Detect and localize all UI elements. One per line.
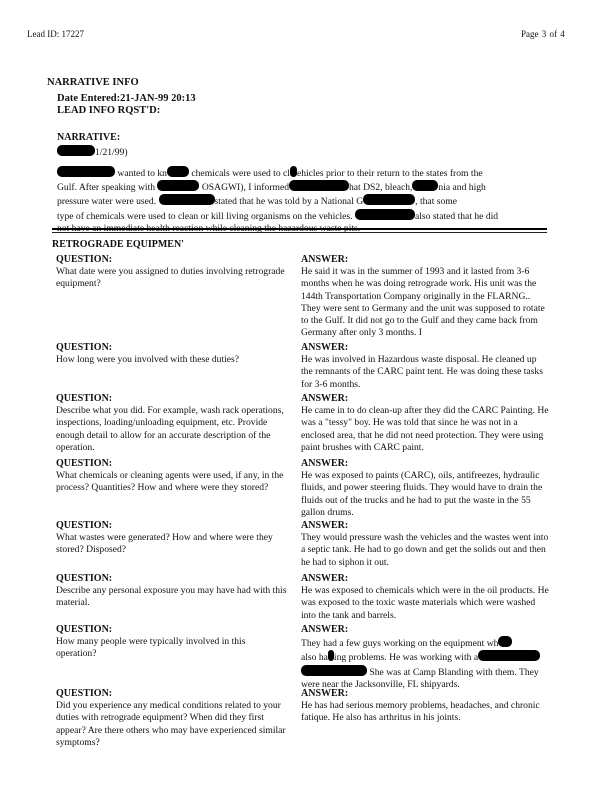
- narrative-fragment: chemicals were used to cl: [191, 168, 290, 179]
- question-text: How many people were typically involved in this operation?: [56, 636, 246, 660]
- redaction: [363, 194, 415, 205]
- narrative-fragment: pressure water were used.: [57, 196, 157, 208]
- question-text: What wastes were generated? How and where were they stored? Disposed?: [56, 532, 273, 556]
- question-label: QUESTION:: [56, 573, 113, 584]
- answer-label: ANSWER:: [301, 688, 349, 699]
- answer-text: He has had serious memory problems, headaches, and chronic fatique. He also has arthritus in his joints.: [301, 700, 540, 724]
- question-text: Did you experience any medical conditions related to your duties with retrograde equipment? When did they first appear? Are there others who may have experienced similar symptoms?: [56, 700, 286, 748]
- question-text: What chemicals or cleaning agents were used, if any, in the process? Quantities? How and where were they stored?: [56, 470, 284, 494]
- answer-block: [301, 254, 549, 339]
- redaction: [412, 180, 438, 191]
- date-entered: Date Entered:21-JAN-99 20:13: [57, 93, 196, 104]
- narrative-date: 1/21/99): [95, 147, 128, 158]
- answer-label: ANSWER:: [301, 573, 349, 584]
- question-label: QUESTION:: [56, 342, 113, 353]
- answer-text: He was exposed to chemicals which were in the oil products. He was exposed to the toxic waste materials which were washed into the tank and barrels.: [301, 585, 549, 621]
- answer-label: ANSWER:: [301, 520, 349, 531]
- answer-fragment: also ha: [301, 652, 328, 664]
- narrative-fragment: nia and high: [438, 182, 486, 194]
- question-block: [56, 688, 288, 749]
- question-block: [56, 624, 288, 661]
- divider: [52, 228, 547, 230]
- redaction: [478, 650, 540, 661]
- section-title: NARRATIVE INFO: [47, 77, 139, 88]
- narrative-fragment: , that some: [415, 196, 458, 208]
- question-block: [56, 393, 288, 454]
- lead-id: Lead ID: 17227: [27, 29, 84, 39]
- answer-block: [301, 624, 549, 691]
- answer-text: He was exposed to paints (CARC), oils, antifreezes, hydraulic fluids, and power steering fluids. They would have to drain the fluids out of the trucks and he had to put the waste in the 55 gallon drums.: [301, 470, 543, 518]
- answer-text: [301, 636, 549, 691]
- redaction: [355, 209, 415, 220]
- redaction: [301, 665, 367, 676]
- answer-label: ANSWER:: [301, 393, 349, 404]
- question-block: [56, 254, 288, 291]
- question-label: QUESTION:: [56, 624, 113, 635]
- redaction: [157, 180, 199, 191]
- question-label: QUESTION:: [56, 520, 113, 531]
- answer-block: [301, 393, 549, 454]
- redaction: [167, 166, 189, 177]
- question-label: QUESTION:: [56, 393, 113, 404]
- question-block: [56, 520, 288, 557]
- redaction: [289, 180, 349, 191]
- page-number: Page 3 of 4: [521, 29, 565, 39]
- question-label: QUESTION:: [56, 254, 113, 265]
- answer-fragment: She was at Camp Blanding with them. They were near the Jacksonville, FL shipyards.: [301, 666, 539, 690]
- answer-label: ANSWER:: [301, 624, 349, 635]
- answer-text: He said it was in the summer of 1993 and it lasted from 3-6 months when he was doing retrograde work. His unit was the 144th Transportation Company originally in the FLARNG.. They were sent to Germany and the unit was supposed to rotate to the Gulf. It did not go to the Gulf and they came back from Germany after only 3 months. I: [301, 266, 545, 339]
- narrative-fragment: not have an immediate health reaction while cleaning the hazardous waste pits.: [57, 222, 361, 234]
- redaction: [159, 194, 215, 205]
- answer-block: [301, 342, 549, 391]
- question-text: Describe what you did. For example, wash rack operations, inspections, loading/unloading equipment, etc. Provide enough detail to allow for an accurate description of the operation.: [56, 405, 284, 453]
- answer-fragment: They had a few guys working on the equipment wh: [301, 638, 499, 650]
- narrative-text: [57, 166, 554, 235]
- question-label: QUESTION:: [56, 688, 113, 699]
- answer-block: [301, 688, 549, 725]
- question-block: [56, 573, 288, 610]
- narrative-fragment: type of chemicals were used to clean or kill living organisms on the vehicles.: [57, 210, 353, 222]
- question-block: [56, 342, 288, 366]
- narrative-fragment: stated that he was told by a National G: [214, 196, 364, 208]
- lead-info-requested: LEAD INFO RQST'D:: [57, 105, 161, 116]
- narrative-fragment: also stated that he did: [414, 210, 499, 222]
- answer-block: [301, 520, 549, 569]
- redaction: [290, 166, 297, 177]
- answer-label: ANSWER:: [301, 342, 349, 353]
- narrative-fragment: wanted to kn: [117, 168, 167, 179]
- redaction: [498, 636, 512, 647]
- retrograde-title: RETROGRADE EQUIPMEN': [52, 239, 184, 250]
- narrative-date-line: [57, 145, 128, 159]
- narrative-fragment: Gulf. After speaking with: [57, 182, 156, 194]
- question-text: How long were you involved with these duties?: [56, 354, 240, 366]
- narrative-label: NARRATIVE:: [57, 132, 121, 143]
- answer-label: ANSWER:: [301, 254, 349, 265]
- question-block: [56, 458, 288, 495]
- narrative-fragment: ehicles prior to their return to the states from the: [296, 168, 483, 179]
- answer-block: [301, 573, 549, 622]
- question-text: Describe any personal exposure you may have had with this material.: [56, 585, 287, 609]
- redaction: [57, 166, 115, 177]
- divider: [52, 232, 547, 233]
- answer-label: ANSWER:: [301, 458, 349, 469]
- question-text: What date were you assigned to duties involving retrograde equipment?: [56, 266, 285, 290]
- answer-text: He came in to do clean-up after they did the CARC Painting. He was a "tessy" boy. He was told that since he was not in a enclosed area, that he did not need protection. They were using paint brushes with CARC paint.: [301, 405, 549, 453]
- narrative-fragment: OSAGWI), I informed: [201, 182, 289, 194]
- question-label: QUESTION:: [56, 458, 113, 469]
- answer-text: They would pressure wash the vehicles and the wastes went into a septic tank. He had to go down and get the solids out and then he had to siphon it out.: [301, 532, 549, 568]
- redaction: [57, 145, 95, 156]
- narrative-fragment: hat DS2, bleach,: [349, 182, 413, 194]
- answer-text: He was involved in Hazardous waste disposal. He cleaned up the remnants of the CARC paint tent. He was doing these tasks for 3-6 months.: [301, 354, 543, 390]
- answer-block: [301, 458, 549, 519]
- answer-fragment: ing problems. He was working with a: [333, 652, 479, 664]
